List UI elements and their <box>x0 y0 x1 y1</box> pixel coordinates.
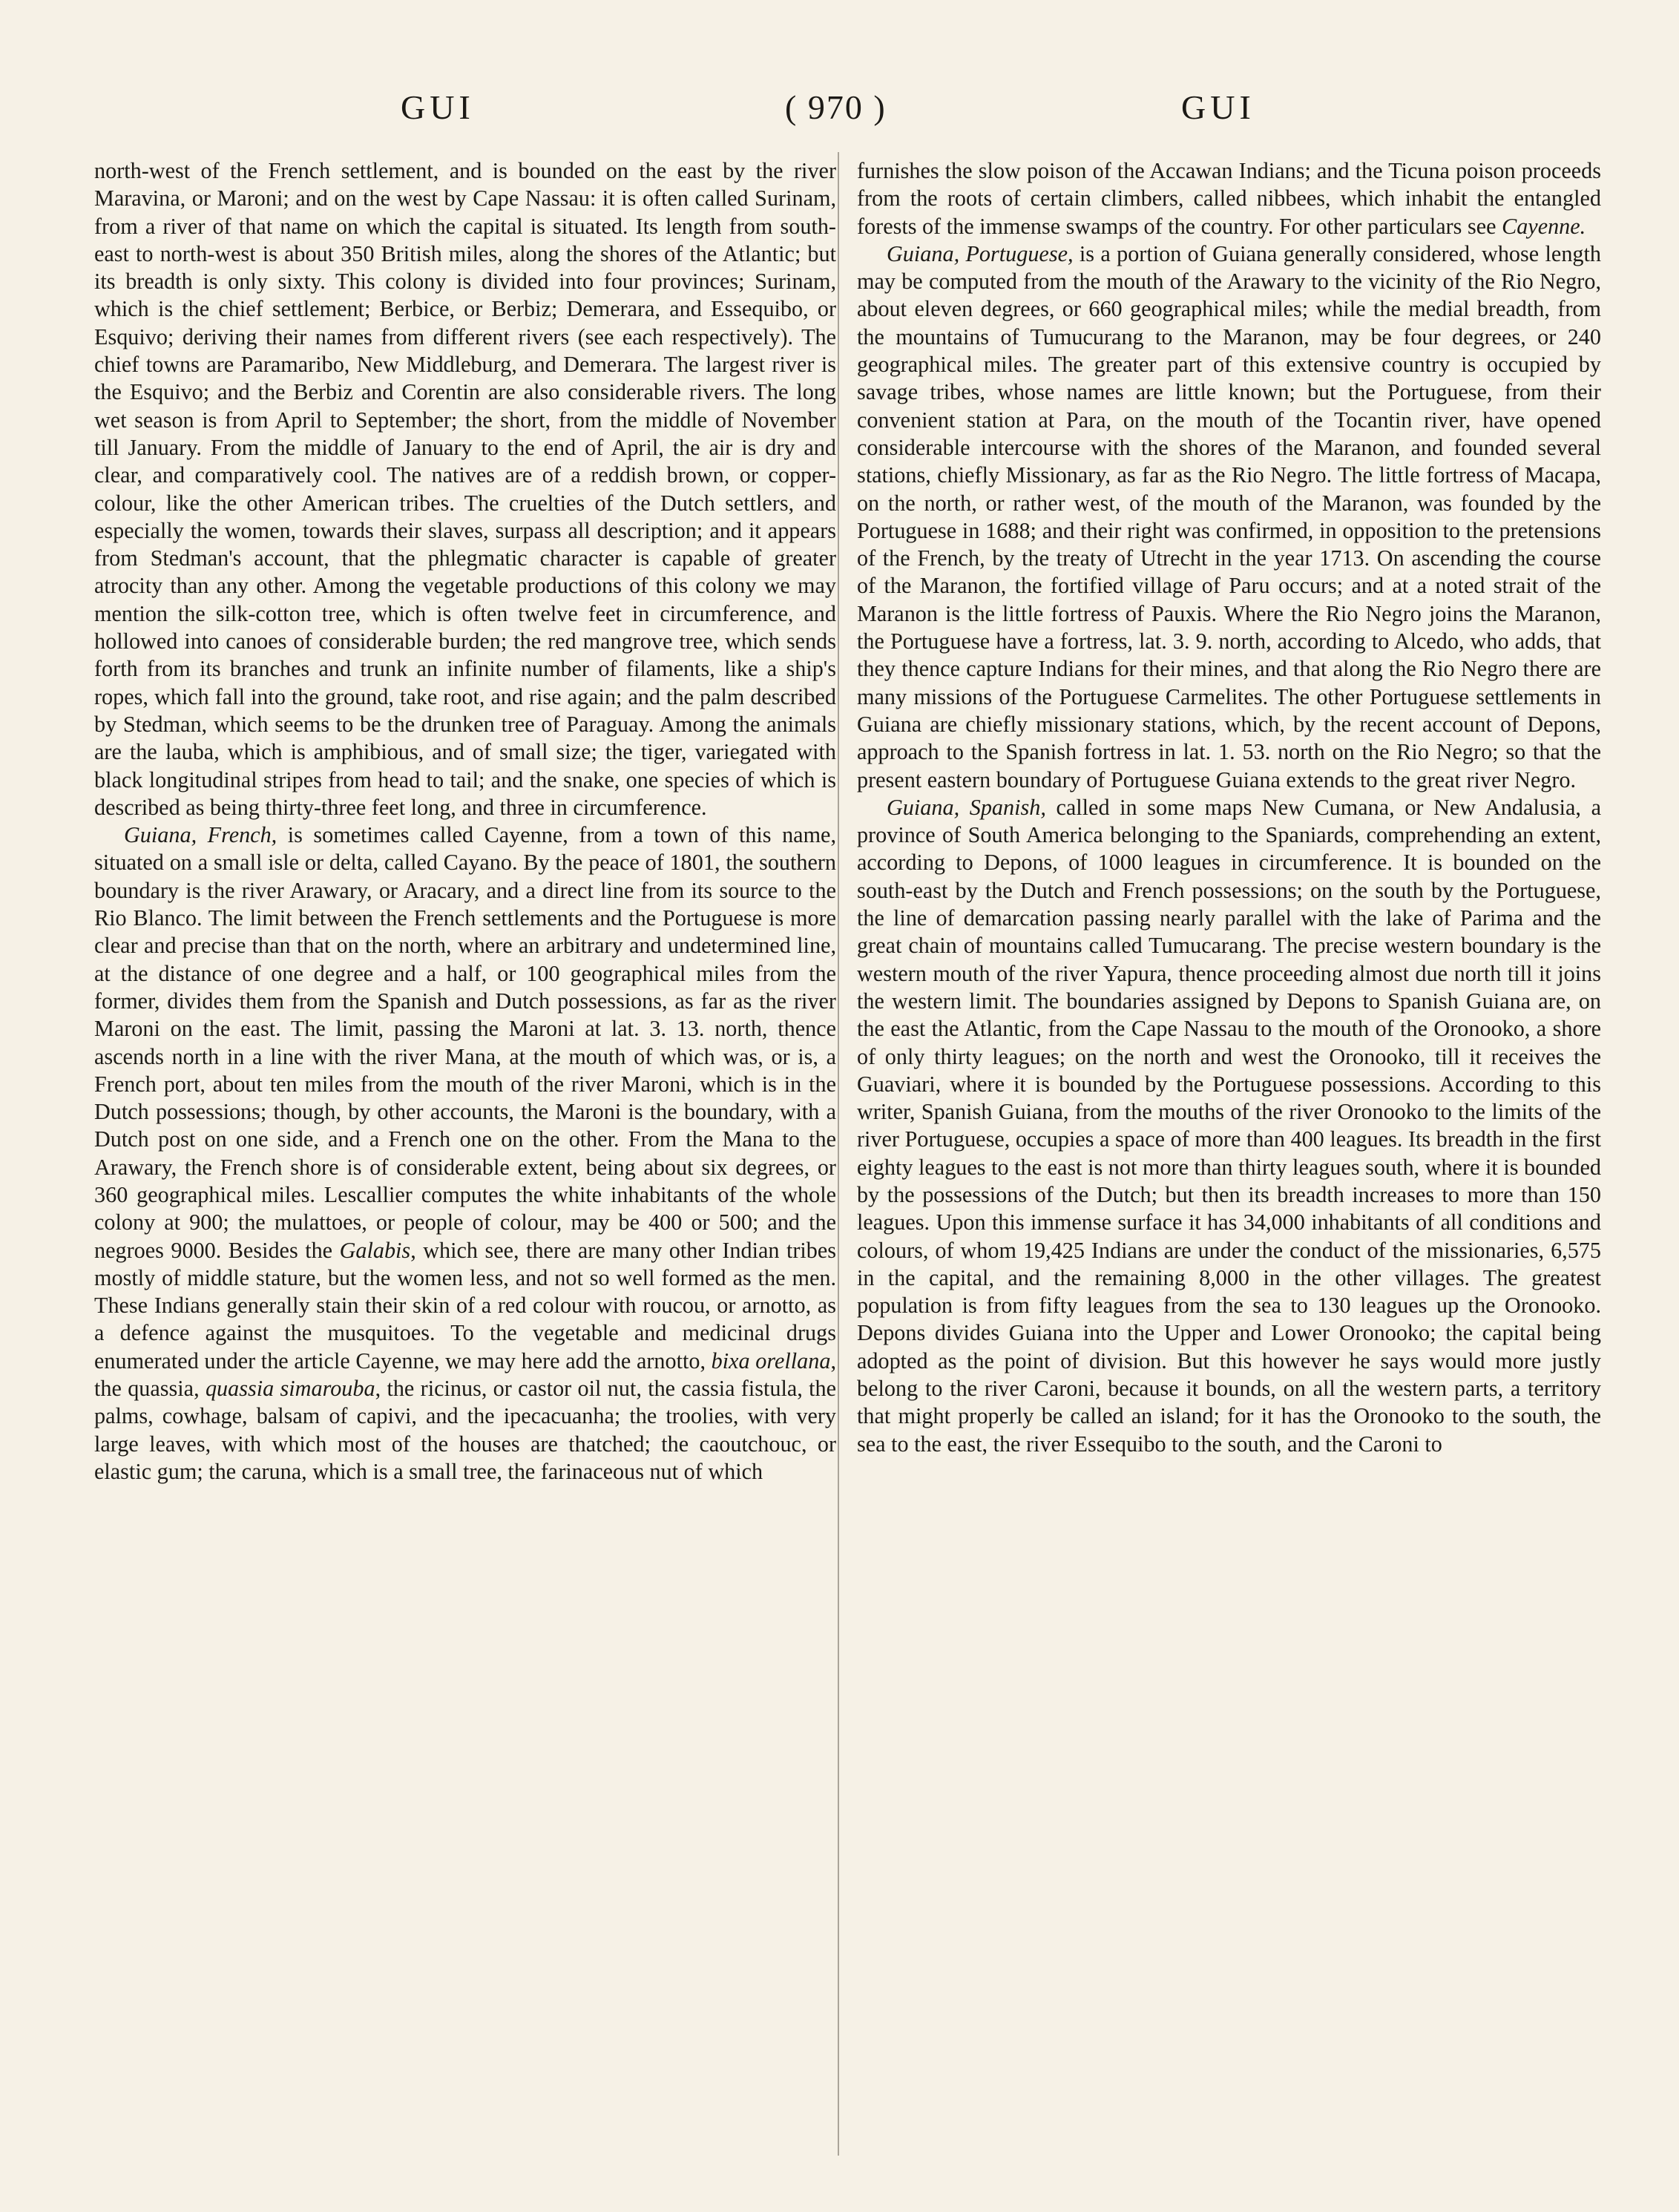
right-column <box>857 157 1601 1458</box>
italic-galabis: Galabis <box>339 1237 411 1263</box>
running-head-right: GUI <box>1181 88 1255 126</box>
italic-bixa: bixa orellana <box>711 1348 831 1374</box>
entry-text: is sometimes called Cayenne, from a town of this name, situated on a small isle or delta, called Cayano. By the peace of 1801, the southern boundary is the river Arawary, or Aracary, and a direct line from its source to the Rio Blanco. The limit between the French settlements and the Portuguese is more clear and precise than that on the north, where an arbitrary and undetermined line, at the distance of one degree and a half, or 100 geographical miles from the former, divides them from the Spanish and Dutch possessions, as far as the river Maroni on the east. The limit, passing the Maroni at lat. 3. 13. north, thence ascends north in a line with the river Mana, at the mouth of which was, or is, a French port, about ten miles from the mouth of the river Maroni, which is in the Dutch possessions; though, by other accounts, the Maroni is the boundary, with a Dutch post on one side, and a French one on the other. From the Mana to the Arawary, the French shore is of considerable extent, being about six degrees, or 360 geographical miles. Lescallier computes the white inhabitants of the whole colony at 900; the mulattoes, or people of colour, may be 400 or 500; and the negroes 9000. Besides the <box>94 822 836 1263</box>
paragraph-dutch-guiana: north-west of the French settlement, and is bounded on the east by the river Maravina, or Maroni; and on the west by Cape Nassau: it is often called Surinam, from a river of that name on which the capital is situated. Its length from south-east to north-west is about 350 British miles, along the shores of the Atlantic; but its breadth is only sixty. This colony is divided into four provinces; Surinam, which is the chief settlement; Berbice, or Berbiz; Demerara, and Essequibo, or Esquivo; deriving their names from different rivers (see each respectively). The chief towns are Paramaribo, New Middleburg, and Demerara. The largest river is the Esquivo; and the Berbiz and Corentin are also considerable rivers. The long wet season is from April to September; the short, from the middle of November till January. From the middle of January to the end of April, the air is dry and clear, and comparatively cool. The natives are of a reddish brown, or copper-colour, like the other American tribes. The cruelties of the Dutch settlers, and especially the women, towards their slaves, surpass all description; and it appears from Stedman's account, that the phlegmatic character is capable of greater atrocity than any other. Among the vegetable productions of this colony we may mention the silk-cotton tree, which is often twelve feet in circumference, and hollowed into canoes of considerable burden; the red mangrove tree, which sends forth from its branches and trunk an infinite number of filaments, like a ship's ropes, which fall into the ground, take root, and rise again; and the palm described by Stedman, which seems to be the drunken tree of Paraguay. Among the animals are the lauba, which is amphibious, and of small size; the tiger, variegated with black longitudinal stripes from head to tail; and the snake, one species of which is described as being thirty-three feet long, and three in circumference. <box>94 158 836 820</box>
paragraph-portuguese-guiana <box>857 240 1601 794</box>
paragraph-spanish-guiana <box>857 794 1601 1458</box>
paragraph-continued <box>857 157 1601 240</box>
italic-cayenne: Cayenne. <box>1502 213 1586 239</box>
entry-heading-portuguese: Guiana, Portuguese, <box>887 240 1074 266</box>
entry-text: , the ricinus, or castor oil nut, the cassia fistula, the palms, cowhage, balsam of capivi, and the ipecacuanha; the troolies, with very large leaves, with which most of the houses are thatched; the caoutchouc, or elastic gum; the caruna, which is a small tree, the farinaceous nut of which <box>94 1376 837 1484</box>
entry-text: called in some maps New Cumana, or New Andalusia, a province of South America belonging to the Spaniards, comprehending an extent, according to Depons, of 1000 leagues in circumference. It is bounded on the south-east by the Dutch and French possessions; on the south by the Portuguese, the line of demarcation passing nearly parallel with the lake of Parima and the great chain of mountains called Tumucarang. The precise western boundary is the western mouth of the river Yapura, thence proceeding almost due north till it joins the western limit. The boundaries assigned by Depons to Spanish Guiana are, on the east the Atlantic, from the Cape Nassau to the mouth of the Oronooko, a shore of only thirty leagues; on the north and west the Oronooko, till it receives the Guaviari, where it is bounded by the Portuguese possessions. According to this writer, Spanish Guiana, from the mouths of the river Oronooko to the limits of the river Portuguese, occupies a space of more than 400 leagues. Its breadth in the first eighty leagues to the east is not more than thirty leagues south, where it is bounded by the possessions of the Dutch; but then its breadth increases to more than 150 leagues. Upon this immense surface it has 34,000 inhabitants of all conditions and colours, of whom 19,425 Indians are under the conduct of the missionaries, 6,575 in the capital, and the remaining 8,000 in the other villages. The greatest population is from fifty leagues from the sea to 130 leagues up the Oronooko. Depons divides Guiana into the Upper and Lower Oronooko; the capital being adopted as the point of division. But this however he says would more justly belong to the river Caroni, because it bounds, on all the western parts, a territory that might properly be called an island; for it has the Oronooko to the south, the sea to the east, the river Essequibo to the south, and the Caroni to <box>857 794 1601 1457</box>
entry-text: is a portion of Guiana generally considered, whose length may be computed from the mouth of the Arawary to the vicinity of the Rio Negro, about eleven degrees, or 660 geographical miles; while the medial breadth, from the mountains of Tumucurang to the Maranon, may be four degrees, or 240 geographical miles. The greater part of this extensive country is occupied by savage tribes, whose names are little known; but the Portuguese, from their convenient station at Para, on the mouth of the Tocantin river, have opened considerable intercourse with the shores of the Maranon, and founded several stations, chiefly Missionary, as far as the Rio Negro. The little fortress of Macapa, on the north, or rather west, of the mouth of the Maranon, was founded by the Portuguese in 1688; and their right was confirmed, in opposition to the pretensions of the French, by the treaty of Utrecht in the year 1713. On ascending the course of the Maranon, the fortified village of Paru occurs; and at a noted strait of the Maranon is the little fortress of Pauxis. Where the Rio Negro joins the Maranon, the Portuguese have a fortress, lat. 3. 9. north, according to Alcedo, who adds, that they thence capture Indians for their mines, and that along the Rio Negro there are many missions of the Portuguese Carmelites. The other Portuguese settlements in Guiana are chiefly missionary stations, which, by the recent account of Depons, approach to the Spanish fortress in lat. 1. 53. north on the Rio Negro; so that the present eastern boundary of Portuguese Guiana extends to the great river Negro. <box>857 240 1601 792</box>
entry-heading-spanish: Guiana, Spanish, <box>887 794 1046 820</box>
column-rule <box>838 152 839 2156</box>
entry-heading-french: Guiana, French, <box>124 822 277 848</box>
entry-text: furnishes the slow poison of the Accawan Indians; and the Ticuna poison proceeds from the roots of certain climbers, called nibbees, which inhabit the entangled forests of the immense swamps of the country. For other particulars see <box>857 158 1601 239</box>
left-column <box>94 157 836 1486</box>
page-number: ( 970 ) <box>785 88 887 126</box>
paragraph-french-guiana <box>94 821 836 1486</box>
running-head-left: GUI <box>401 88 475 126</box>
entry-text: , which see, there are many other Indian tribes mostly of middle stature, but the women less, and not so well formed as the men. These Indians generally stain their skin of a red colour with roucou, or arnotto, as a defence against the musquitoes. To the vegetable and medicinal drugs enumerated under the article Cayenne, we may here add the arnotto, <box>94 1237 837 1374</box>
entry-text: , the quassia, <box>94 1348 836 1402</box>
italic-quassia: quassia simarouba <box>205 1376 375 1402</box>
